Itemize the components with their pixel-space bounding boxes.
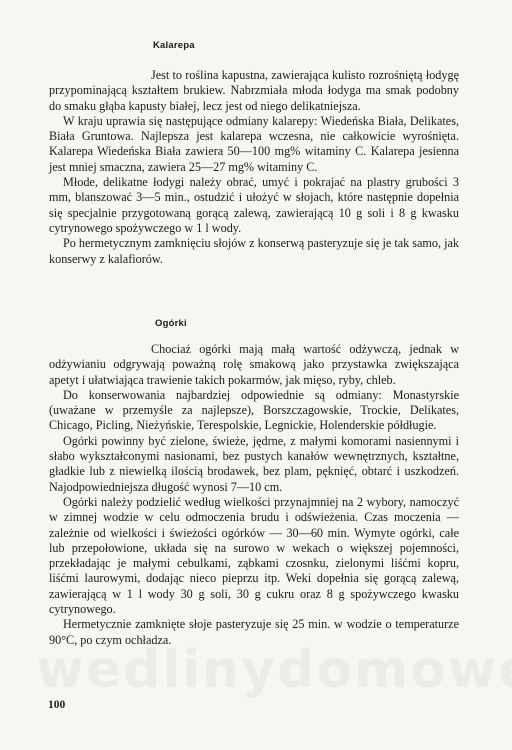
paragraph: Chociaż ogórki mają małą wartość odżywczą, jednak w odżywianiu odgrywają poważną rolę smakową jako przystawka zwiększająca apetyt i ułatwiająca trawienie takich pokarmów, jak mięso, ryby, chleb. xyxy=(49,342,459,387)
paragraph: Po hermetycznym zamknięciu słojów z konserwą pasteryzuje się je tak samo, jak konserwy z kalafiorów. xyxy=(49,236,459,266)
section-body-kalarepa xyxy=(49,68,459,267)
paragraph: Ogórki należy podzielić według wielkości przynajmniej na 2 wybory, namoczyć w zimnej wodzie w celu odmoczenia brudu i odświeżenia. Czas moczenia — zależnie od wielkości i świeżości ogórków — 30—60 min. Wymyte ogórki, całe lub przepołowione, układa się na surowo w wekach o większej pojemności, przekładając je małymi cebulkami, ząbkami czosnku, zielonymi liśćmi kopru, liśćmi laurowymi, dodając nieco pieprzu itp. Weki dopełnia się gorącą zalewą, zawierającą w 1 l wody 30 g soli, 30 g cukru oraz 8 g spożywczego kwasku cytrynowego. xyxy=(49,494,459,617)
section-heading-ogorki: Ogórki xyxy=(155,318,187,329)
paragraph: Hermetycznie zamknięte słoje pasteryzuje się 25 min. w wodzie o temperaturze 90°C, po czym ochładza. xyxy=(49,617,459,647)
section-heading-kalarepa: Kalarepa xyxy=(153,40,195,51)
paragraph: Ogórki powinny być zielone, świeże, jędrne, z małymi komorami nasiennymi i słabo wykształconymi nasionami, bez pustych kanałów wewnętrznych, kształtne, gładkie lub z niewielką ilością brodawek, bez plam, pęknięć, obtarć i uszkodzeń. Najodpowiedniejsza długość wynosi 7—10 cm. xyxy=(49,433,459,494)
paragraph: Do konserwowania najbardziej odpowiednie są odmiany: Monastyrskie (uważane w przemyśle za najlepsze), Borszczagowskie, Trockie, Delikates, Chicago, Picling, Nieżyńskie, Terespolskie, Legnickie, Holenderskie półdługie. xyxy=(49,387,459,433)
paragraph: Młode, delikatne łodygi należy obrać, umyć i pokrajać na plastry grubości 3 mm, blanszować 3—5 min., ostudzić i ułożyć w słojach, które następnie dopełnia się specjalnie przygotowaną gorącą zalewą, zawierającą 10 g soli i 8 g kwasku cytrynowego spożywczego w 1 l wody. xyxy=(49,175,459,235)
paragraph: Jest to roślina kapustna, zawierająca kulisto rozrośniętą łodygę przypominającą kształtem brukiew. Nabrzmiała młoda łodyga ma smak podobny do smaku głąba kapusty białej, lecz jest od niego delikatniejsza. xyxy=(49,68,459,113)
paragraph: W kraju uprawia się następujące odmiany kalarepy: Wiedeńska Biała, Delikates, Biała Gruntowa. Najlepsza jest kalarepa wczesna, nie całkowicie wyrośnięta. Kalarepa Wiedeńska Biała zawiera 50—100 mg% witaminy C. Kalarepa jesienna jest mniej smaczna, zawiera 25—27 mg% witaminy C. xyxy=(49,113,459,174)
section-body-ogorki xyxy=(49,342,459,648)
watermark xyxy=(36,640,496,700)
page-number: 100 xyxy=(48,699,66,711)
